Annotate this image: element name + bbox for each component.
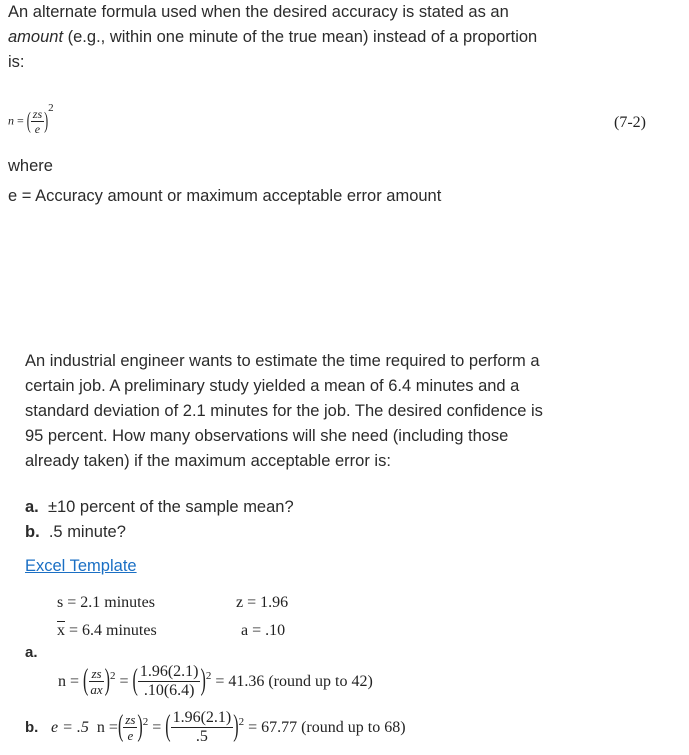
eq-b-exp-2: 2 [238,715,245,728]
question-item-b [25,520,294,545]
formula-exponent: 2 [48,102,54,114]
problem-line: 95 percent. How many observations will she need (including those [25,427,509,445]
xbar-symbol: $\overline{x}$ [57,622,65,639]
intro-line-3: is: [8,53,25,71]
eq-b-exp-1: 2 [142,715,149,728]
eq-b-paren: ) [233,710,239,743]
eq-a-paren: ( [83,664,89,697]
solution-equation-a: n = ( $\frac{zs}{a\overline{x}}$ ) 2 = ( $\frac{1.96(2.1)}{.10(6.4)}$ ) 2 = 41.36 (round up to 42) [58,663,373,699]
formula-equals: = [17,113,24,128]
question-item-a [25,495,294,520]
eq-a-exp-1: 2 [109,669,116,682]
eq-b-f1-num: zs [125,712,136,727]
eq-a-paren: ) [200,664,206,697]
intro-line-1: An alternate formula used when the desired accuracy is stated as an [8,3,509,21]
formula-fraction [31,108,44,135]
formula-denominator: e [34,122,41,136]
intro-line-2-rest: (e.g., within one minute of the true mean) instead of a proportion [63,28,538,46]
eq-a-paren: ) [104,664,110,697]
excel-template-link[interactable]: Excel Template [25,557,137,575]
eq-a-f1-den-a: a [90,682,97,697]
solution-label-b: b. [25,719,39,736]
problem-line: standard deviation of 2.1 minutes for the job. The desired confidence is [25,402,543,420]
intro-line-2 [8,25,537,50]
formula-right-paren: ) [44,107,49,134]
problem-line: already taken) if the maximum acceptable error is: [25,452,391,470]
formula-7-2 [8,102,54,136]
formula-left-paren: ( [26,107,31,134]
eq-b-paren: ) [137,710,143,743]
eq-a-f1-den [88,682,104,696]
eq-b-n: n = [96,718,118,736]
eq-a-f1-den-x: $\overline{x}$ [96,682,103,697]
xbar-value: = 6.4 minutes [65,622,157,639]
given-a: a = .10 [241,622,286,639]
problem-paragraph [25,349,543,474]
eq-a-f2-num: 1.96(2.1) [139,663,199,680]
eq-b-f1-den: e [127,728,134,743]
formula-numerator: zs [32,107,43,121]
intro-emphasis: amount [8,28,64,46]
solution-equation-b: e = .5 n = ( $\frac{zs}{e}$ ) 2 = ( $\frac{1.96(2.1)}{.5}$ ) 2 = 67.77 (round up to 68) [51,709,406,745]
given-xbar [57,622,157,640]
item-text: ±10 percent of the sample mean? [47,498,294,516]
formula-n: n [8,113,14,128]
eq-a-exp-2: 2 [205,669,212,682]
item-text: .5 minute? [48,523,126,541]
eq-b-paren: ( [117,710,124,743]
eq-b-fraction-1 [123,713,137,742]
eq-b-f2-den: .5 [195,728,208,745]
where-label: where [8,157,53,175]
eq-b-f2-num: 1.96(2.1) [172,709,232,726]
intro-paragraph [8,0,537,75]
problem-line: certain job. A preliminary study yielded a mean of 6.4 minutes and a [25,377,520,395]
given-s: s = 2.1 minutes [57,594,155,611]
eq-a-fraction-1 [88,667,104,696]
eq-a-f1-num: zs [91,666,102,681]
eq-b-fraction-2 [171,710,234,745]
given-z: z = 1.96 [236,594,289,611]
definition-text: e = Accuracy amount or maximum acceptable error amount [8,187,442,205]
question-list [25,495,294,545]
eq-a-result: = 41.36 (round up to 42) [215,672,373,690]
eq-a-f2-den: .10(6.4) [143,682,195,699]
eq-b-result: = 67.77 (round up to 68) [248,718,406,736]
item-label: b. [25,523,40,541]
solution-label-a: a. [25,644,38,661]
problem-line: An industrial engineer wants to estimate the time required to perform a [25,352,540,370]
eq-a-n: n = [58,672,80,690]
formula-number: (7-2) [614,114,646,131]
eq-b-paren: ( [165,710,171,743]
eq-a-fraction-2 [138,664,201,699]
eq-b-e: e = .5 [51,718,89,736]
eq-a-paren: ( [132,664,138,697]
item-label: a. [25,498,39,516]
